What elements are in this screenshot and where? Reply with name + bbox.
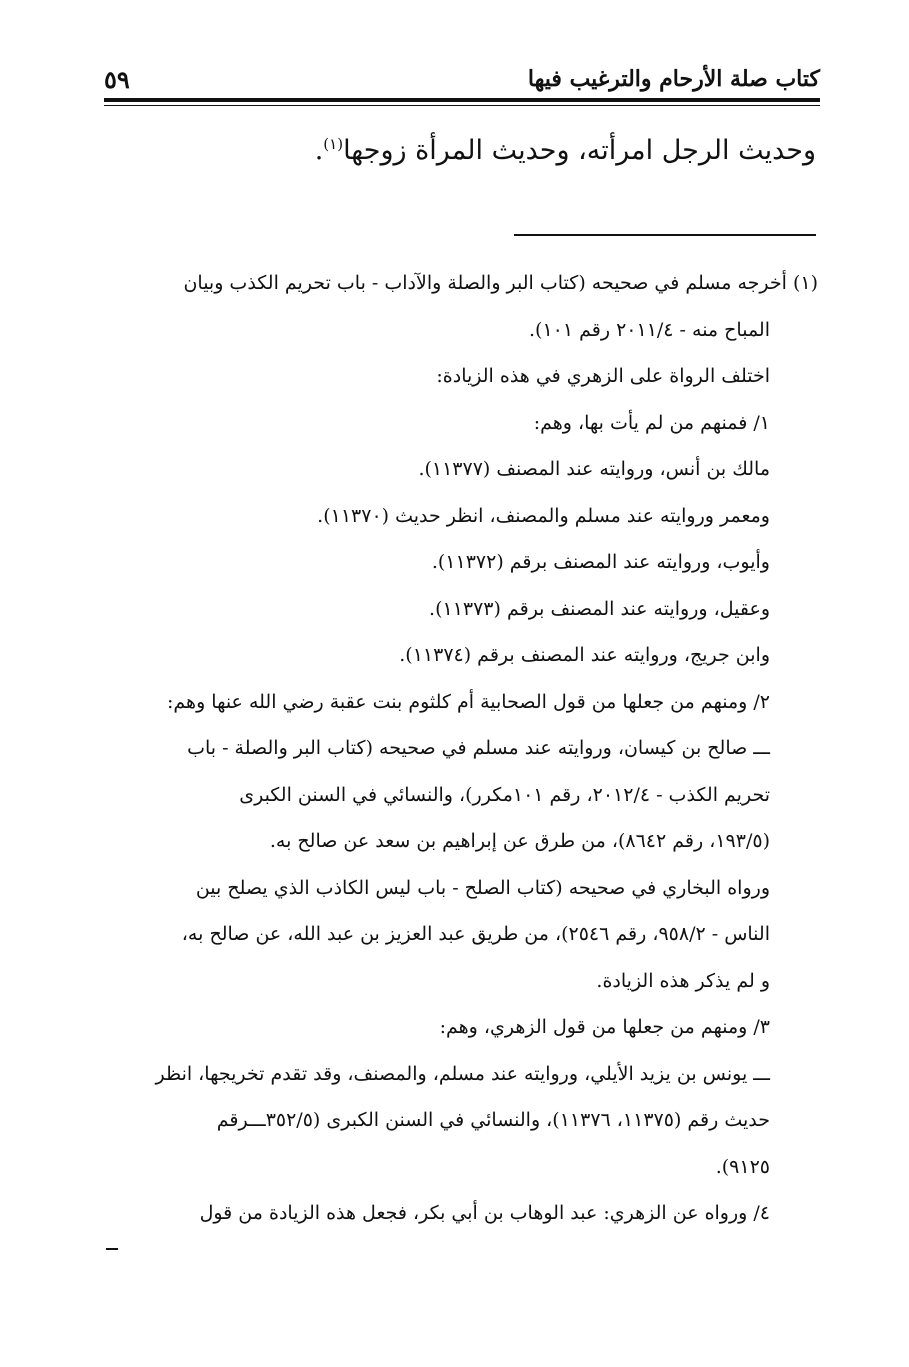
footnote-line: ٩١٢٥). xyxy=(715,1155,770,1178)
footnote-line: ورواه البخاري في صحيحه (كتاب الصلح - باب ليس الكاذب الذي يصلح بين xyxy=(195,876,770,899)
footnote-line: ٢/ ومنهم من جعلها من قول الصحابية أم كلثوم بنت عقبة رضي الله عنها وهم: xyxy=(167,690,770,713)
footnote-line: ـــ يونس بن يزيد الأيلي، وروايته عند مسلم، والمصنف، وقد تقدم تخريجها، انظر xyxy=(155,1062,770,1085)
footnote-line: حديث رقم (١١٣٧٥، ١١٣٧٦)، والنسائي في السنن الكبرى (٣٥٢/٥ـــرقم xyxy=(216,1109,770,1131)
footnote-line: (١٩٣/٥، رقم ٨٦٤٢)، من طرق عن إبراهيم بن سعد عن صالح به. xyxy=(269,830,770,852)
header-rule-thick xyxy=(104,98,820,102)
footnote-marker: (١) xyxy=(323,135,344,153)
footnote-separator xyxy=(514,234,816,236)
main-text-end: . xyxy=(314,135,324,166)
footnote-line: الناس - ٩٥٨/٢، رقم ٢٥٤٦)، من طريق عبد العزيز بن عبد الله، عن صالح به، xyxy=(181,923,770,945)
footnote-line: مالك بن أنس، وروايته عند المصنف (١١٣٧٧). xyxy=(418,458,770,480)
main-text-body: وحديث الرجل امرأته، وحديث المرأة زوجها xyxy=(343,135,816,166)
footnote-line: وأيوب، وروايته عند المصنف برقم (١١٣٧٢). xyxy=(431,551,770,573)
running-header xyxy=(104,62,820,96)
footnote-line: وعقيل، وروايته عند المصنف برقم (١١٣٧٣). xyxy=(429,597,770,620)
book-title: كتاب صلة الأرحام والترغيب فيها xyxy=(527,66,820,92)
main-text xyxy=(104,122,816,173)
footnote-line: ومعمر وروايته عند مسلم والمصنف، انظر حديث (١١٣٧٠). xyxy=(317,504,770,527)
footnote-line: ١/ فمنهم من لم يأت بها، وهم: xyxy=(533,411,770,434)
header-rule-thin xyxy=(104,105,820,106)
footnote-line: ٣/ ومنهم من جعلها من قول الزهري، وهم: xyxy=(439,1016,770,1038)
footnote-line: (١) أخرجه مسلم في صحيحه (كتاب البر والصلة والآداب - باب تحريم الكذب وبيان xyxy=(183,272,818,294)
footnote-line: و لم يذكر هذه الزيادة. xyxy=(596,969,770,992)
footnote-line: المباح منه - ٢٠١١/٤ رقم ١٠١). xyxy=(529,318,770,341)
continuation-mark xyxy=(106,1248,118,1250)
footnotes xyxy=(104,260,818,1237)
footnote-line: وابن جريج، وروايته عند المصنف برقم (١١٣٧٤). xyxy=(399,644,770,666)
footnote-line: ٤/ ورواه عن الزهري: عبد الوهاب بن أبي بكر، فجعل هذه الزيادة من قول xyxy=(199,1202,770,1224)
page-number: ٥٩ xyxy=(104,64,130,94)
footnote-line: ـــ صالح بن كيسان، وروايته عند مسلم في صحيحه (كتاب البر والصلة - باب xyxy=(187,737,770,759)
footnote-line: اختلف الرواة على الزهري في هذه الزيادة: xyxy=(436,365,770,387)
footnote-line: تحريم الكذب - ٢٠١٢/٤، رقم ١٠١مكرر)، والنسائي في السنن الكبرى xyxy=(239,783,770,806)
